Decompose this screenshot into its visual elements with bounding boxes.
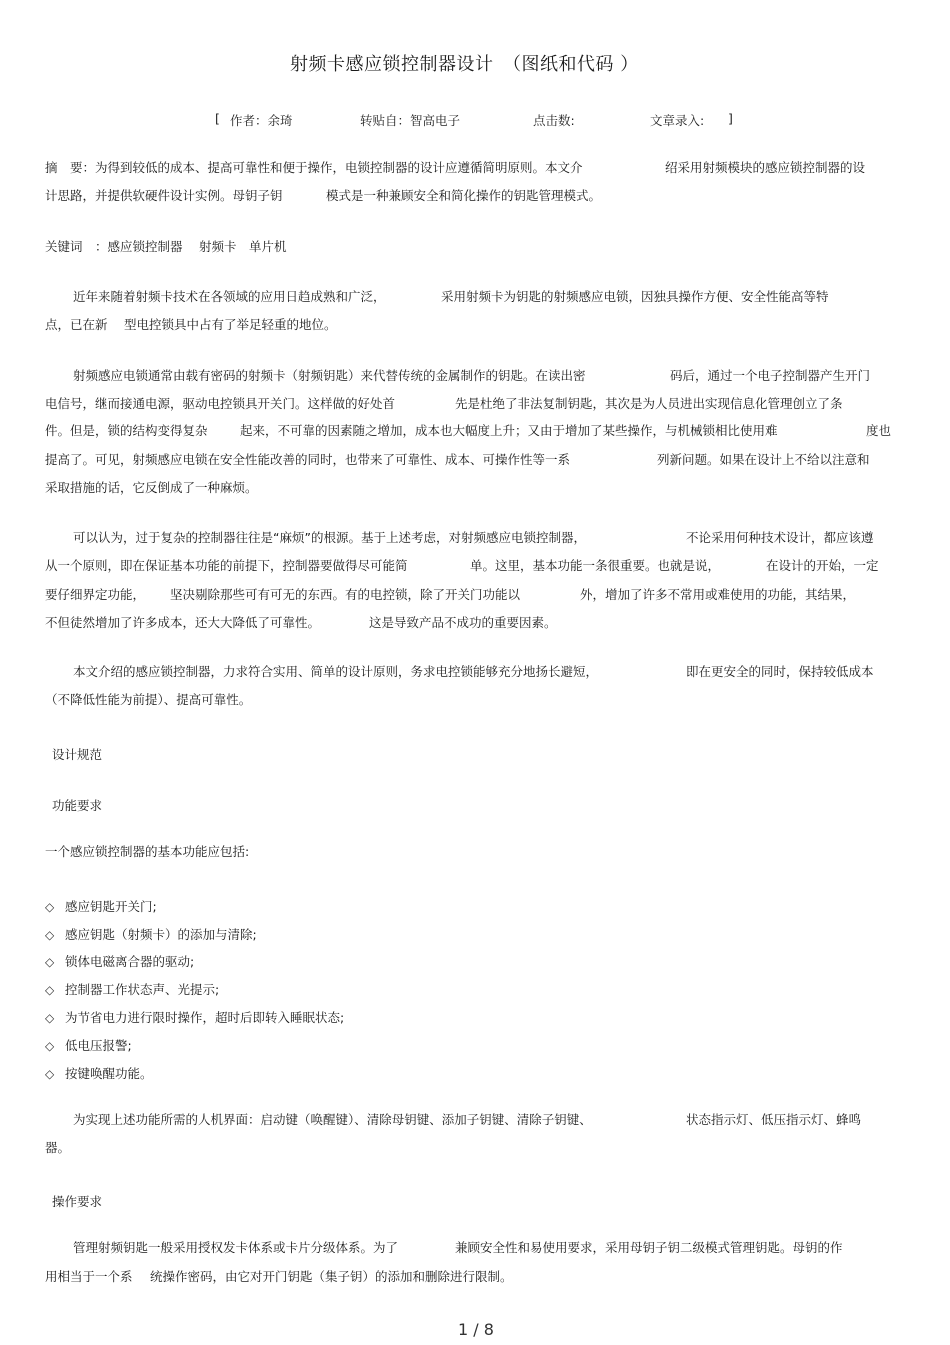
heading-design-spec: 设计规范 bbox=[52, 747, 103, 762]
p3-line-4a: 不但徒然增加了许多成本，还大大降低了可靠性。 bbox=[45, 615, 321, 630]
list-item: ◇ 为节省电力进行限时操作，超时后即转入睡眠状态; bbox=[45, 1010, 345, 1025]
p3-line-2b: 单。这里，基本功能一条很重要。也就是说， bbox=[470, 558, 721, 573]
p6-line-2b: 统操作密码，由它对开门钥匙（集子钥）的添加和删除进行限制。 bbox=[150, 1269, 513, 1284]
p2-line-1a: 射频感应电锁通常由载有密码的射频卡（射频钥匙）来代替传统的金属制作的钥匙。在读出密 bbox=[73, 368, 586, 383]
p2-line-3c: 度也 bbox=[866, 423, 892, 438]
list-item: ◇ 锁体电磁离合器的驱动; bbox=[45, 954, 195, 969]
p2-line-2a: 电信号，继而接通电源，驱动电控锁具开关门。这样做的好处首 bbox=[45, 396, 396, 411]
p3-line-4b: 这是导致产品不成功的重要因素。 bbox=[369, 615, 557, 630]
meta-source: 转贴自：智高电子 bbox=[360, 113, 461, 128]
p4-line-2: （不降低性能为前提）、提高可靠性。 bbox=[45, 692, 252, 707]
diamond-bullet-icon: ◇ bbox=[45, 1067, 55, 1081]
p6-line-1a: 管理射频钥匙一般采用授权发卡体系或卡片分级体系。为了 bbox=[73, 1240, 399, 1255]
keywords: 关键词 ：感应锁控制器 射频卡 单片机 bbox=[45, 239, 287, 254]
abstract-line-2a: 计思路，并提供软硬件设计实例。母钥子钥 bbox=[45, 188, 283, 203]
p3-line-1b: 不论采用何种技术设计，都应该遵 bbox=[686, 530, 874, 545]
function-intro: 一个感应锁控制器的基本功能应包括: bbox=[45, 844, 250, 859]
p1-line-1a: 近年来随着射频卡技术在各领域的应用日趋成熟和广泛， bbox=[73, 289, 386, 304]
p1-line-1b: 采用射频卡为钥匙的射频感应电锁，因独具操作方便、安全性能高等特 bbox=[441, 289, 829, 304]
p4-line-1a: 本文介绍的感应锁控制器，力求符合实用、简单的设计原则，务求电控锁能够充分地扬长避短， bbox=[73, 664, 599, 679]
p2-line-1b: 码后，通过一个电子控制器产生开门 bbox=[670, 368, 871, 383]
p3-line-2a: 从一个原则，即在保证基本功能的前提下，控制器要做得尽可能简 bbox=[45, 558, 408, 573]
heading-function-requirements: 功能要求 bbox=[52, 798, 103, 813]
p3-line-3b: 坚决剔除那些可有可无的东西。有的电控锁，除了开关门功能以 bbox=[170, 587, 521, 602]
diamond-bullet-icon: ◇ bbox=[45, 1011, 55, 1025]
diamond-bullet-icon: ◇ bbox=[45, 983, 55, 997]
diamond-bullet-icon: ◇ bbox=[45, 1039, 55, 1053]
p2-line-4b: 列新问题。如果在设计上不给以注意和 bbox=[657, 452, 870, 467]
list-item: ◇ 感应钥匙（射频卡）的添加与清除; bbox=[45, 927, 257, 942]
abstract-line-1b: 绍采用射频模块的感应锁控制器的设 bbox=[665, 160, 866, 175]
p3-line-2c: 在设计的开始，一定 bbox=[766, 558, 879, 573]
p1-line-2a: 点，已在新 bbox=[45, 317, 108, 332]
p3-line-3c: 外，增加了许多不常用或难使用的功能，其结果， bbox=[580, 587, 856, 602]
p2-line-2b: 先是杜绝了非法复制钥匙，其次是为人员进出实现信息化管理创立了条 bbox=[455, 396, 843, 411]
diamond-bullet-icon: ◇ bbox=[45, 955, 55, 969]
p6-line-2a: 用相当于一个系 bbox=[45, 1269, 133, 1284]
list-item: ◇ 低电压报警; bbox=[45, 1038, 132, 1053]
p5-line-1a: 为实现上述功能所需的人机界面：启动键（唤醒键）、清除母钥键、添加子钥键、清除子钥键、 bbox=[73, 1112, 592, 1127]
p3-line-1a: 可以认为，过于复杂的控制器往往是“麻烦”的根源。基于上述考虑，对射频感应电锁控制器， bbox=[73, 530, 586, 545]
meta-clicks: 点击数: bbox=[533, 113, 575, 128]
p6-line-1b: 兼顾安全性和易使用要求，采用母钥子钥二级模式管理钥匙。母钥的作 bbox=[455, 1240, 843, 1255]
p3-line-3a: 要仔细界定功能， bbox=[45, 587, 146, 602]
page-number: 1 / 8 bbox=[458, 1320, 494, 1339]
p1-line-2b: 型电控锁具中占有了举足轻重的地位。 bbox=[124, 317, 337, 332]
abstract-line-2b: 模式是一种兼顾安全和简化操作的钥匙管理模式。 bbox=[326, 188, 602, 203]
p2-line-3a: 件。但是，锁的结构变得复杂 bbox=[45, 423, 208, 438]
meta-open-bracket: [ bbox=[215, 111, 220, 126]
p5-line-2: 器。 bbox=[45, 1140, 71, 1155]
list-item: ◇ 控制器工作状态声、光提示; bbox=[45, 982, 220, 997]
p2-line-4a: 提高了。可见，射频感应电锁在安全性能改善的同时，也带来了可靠性、成本、可操作性等一系 bbox=[45, 452, 571, 467]
diamond-bullet-icon: ◇ bbox=[45, 928, 55, 942]
list-item: ◇ 感应钥匙开关门; bbox=[45, 899, 157, 914]
meta-close-bracket: ] bbox=[728, 111, 733, 126]
abstract-line-1a: 摘 要：为得到较低的成本、提高可靠性和便于操作，电锁控制器的设计应遵循简明原则。本文介 bbox=[45, 160, 583, 175]
diamond-bullet-icon: ◇ bbox=[45, 900, 55, 914]
meta-editor: 文章录入: bbox=[650, 113, 705, 128]
document-title: 射频卡感应锁控制器设计 （图纸和代码 ） bbox=[290, 54, 639, 75]
meta-author: 作者：余琦 bbox=[230, 113, 293, 128]
heading-operation-requirements: 操作要求 bbox=[52, 1194, 103, 1209]
p5-line-1b: 状态指示灯、低压指示灯、蜂鸣 bbox=[686, 1112, 862, 1127]
list-item: ◇ 按键唤醒功能。 bbox=[45, 1066, 153, 1081]
p2-line-5: 采取措施的话，它反倒成了一种麻烦。 bbox=[45, 480, 258, 495]
p2-line-3b: 起来，不可靠的因素随之增加，成本也大幅度上升；又由于增加了某些操作，与机械锁相比使用难 bbox=[240, 423, 778, 438]
p4-line-1b: 即在更安全的同时，保持较低成本 bbox=[686, 664, 874, 679]
